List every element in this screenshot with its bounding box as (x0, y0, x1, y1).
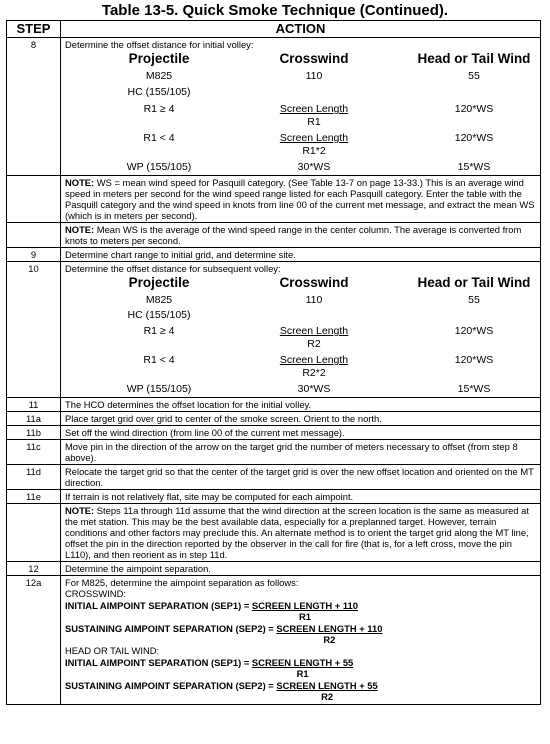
table-row (7, 504, 541, 562)
note: NOTE: WS = mean wind speed for Pasquill category. (See Table 13-7 on page 13-33.) This is an average wind speed in meters per second for the wind speed range listed for each Pasquill category. Enter the table with the Pasquill category and the wind speed in knots from line 00 of the current met message, and extract the mean WS (which is in meters per second). (61, 176, 541, 223)
numerator: Screen Length (279, 132, 349, 144)
table-row (7, 490, 541, 504)
numerator: Screen Length (279, 103, 349, 115)
fraction (239, 103, 389, 129)
table-row (7, 38, 541, 176)
cell: 110 (305, 70, 323, 82)
table-row (7, 223, 541, 248)
cell: HC (155/105) (127, 86, 191, 98)
action-cell: Place target grid over grid to center of the smoke screen. Orient to the north. (61, 412, 541, 426)
action-cell: Set off the wind direction (from line 00 of the current met message). (61, 426, 541, 440)
denominator: R1*2 (302, 145, 326, 157)
cell: 110 (305, 294, 323, 306)
step-header: STEP (7, 21, 61, 38)
step-number: 10 (7, 262, 61, 398)
action-cell: Relocate the target grid so that the center of the target grid is over the new offset location and oriented on the MT direction. (61, 465, 541, 490)
action-intro: Determine the offset distance for initial volley: (65, 39, 254, 50)
col-crosswind: Crosswind (279, 275, 349, 290)
offset-table (79, 50, 536, 174)
action-cell: Move pin in the direction of the arrow on the target grid the number of meters necessary to offset (from step 8 above). (61, 440, 541, 465)
action-intro: Determine the offset distance for subsequent volley: (65, 263, 281, 274)
cell: M825 (145, 70, 173, 82)
smoke-technique-table (6, 20, 541, 705)
cell: WP (155/105) (126, 383, 192, 395)
action-cell: If terrain is not relatively flat, site may be computed for each aimpoint. (61, 490, 541, 504)
formula-sep2-headtail: SUSTAINING AIMPOINT SEPARATION (SEP2) = SCREEN LENGTH + 55 R2 (65, 680, 378, 702)
table-row (7, 440, 541, 465)
table-row (7, 262, 541, 398)
step-number: 11e (7, 490, 61, 504)
table-row (7, 576, 541, 705)
action-intro: For M825, determine the aimpoint separation as follows: (65, 577, 299, 588)
step-number: 9 (7, 248, 61, 262)
denominator: R2 (307, 338, 321, 350)
step-number: 8 (7, 38, 61, 176)
cell: 15*WS (457, 383, 491, 395)
table-row (7, 398, 541, 412)
action-cell (61, 576, 541, 705)
table-row (7, 426, 541, 440)
table-row (7, 412, 541, 426)
cell: 120*WS (454, 354, 494, 366)
action-cell (61, 262, 541, 398)
table-row (7, 562, 541, 576)
step-number: 11a (7, 412, 61, 426)
cell: 30*WS (297, 161, 331, 173)
col-projectile: Projectile (128, 275, 190, 290)
cell: 120*WS (454, 325, 494, 337)
cell: 55 (468, 294, 480, 306)
table-row (7, 248, 541, 262)
crosswind-label: CROSSWIND: (65, 588, 126, 599)
step-number: 11d (7, 465, 61, 490)
fraction (239, 325, 389, 351)
formula-sep1-crosswind: INITIAL AIMPOINT SEPARATION (SEP1) = SCREEN LENGTH + 110 R1 (65, 600, 358, 622)
cell: R1 < 4 (143, 354, 175, 366)
note: NOTE: Steps 11a through 11d assume that the wind direction at the screen location is the same as measured at the met station. This may be the best available data, especially for a preplanned target. However, terrain conditions and other factors may preclude this. An alternate method is to orient the target grid along the MT line, offset the pin in the direction reported by the observer in the call for fire (that is, for a left cross, move the pin L110), and then reorient as in step 11d. (61, 504, 541, 562)
action-header: ACTION (61, 21, 541, 38)
action-cell: Determine chart range to initial grid, and determine site. (61, 248, 541, 262)
numerator: Screen Length (279, 354, 349, 366)
cell: R1 < 4 (143, 132, 175, 144)
denominator: R2*2 (302, 367, 326, 379)
cell: 30*WS (297, 383, 331, 395)
cell: 15*WS (457, 161, 491, 173)
table-title: Table 13-5. Quick Smoke Technique (Continued). (101, 2, 449, 19)
cell: 120*WS (454, 132, 494, 144)
formula-sep1-headtail: INITIAL AIMPOINT SEPARATION (SEP1) = SCREEN LENGTH + 55 R1 (65, 657, 354, 679)
denominator: R1 (307, 116, 321, 128)
fraction (239, 132, 389, 158)
offset-table (79, 274, 536, 396)
header-row (7, 21, 541, 38)
cell: 120*WS (454, 103, 494, 115)
head-tail-label: HEAD OR TAIL WIND: (65, 645, 160, 656)
cell: WP (155/105) (126, 161, 192, 173)
cell: R1 ≥ 4 (143, 325, 175, 337)
cell: M825 (145, 294, 173, 306)
step-number: 12 (7, 562, 61, 576)
note: NOTE: Mean WS is the average of the wind speed range in the center column. The average is converted from knots to meters per second. (61, 223, 541, 248)
table-row (7, 176, 541, 223)
step-number: 12a (7, 576, 61, 705)
action-cell: Determine the aimpoint separation. (61, 562, 541, 576)
col-projectile: Projectile (128, 51, 190, 66)
action-cell: The HCO determines the offset location for the initial volley. (61, 398, 541, 412)
formula-sep2-crosswind: SUSTAINING AIMPOINT SEPARATION (SEP2) = SCREEN LENGTH + 110 R2 (65, 623, 383, 645)
table-row (7, 465, 541, 490)
numerator: Screen Length (279, 325, 349, 337)
action-cell (61, 38, 541, 176)
col-crosswind: Crosswind (279, 51, 349, 66)
cell: 55 (468, 70, 480, 82)
step-number: 11 (7, 398, 61, 412)
step-number: 11b (7, 426, 61, 440)
col-head-tail: Head or Tail Wind (417, 51, 531, 66)
step-number: 11c (7, 440, 61, 465)
cell: HC (155/105) (127, 309, 191, 321)
col-head-tail: Head or Tail Wind (417, 275, 531, 290)
fraction (239, 354, 389, 380)
cell: R1 ≥ 4 (143, 103, 175, 115)
